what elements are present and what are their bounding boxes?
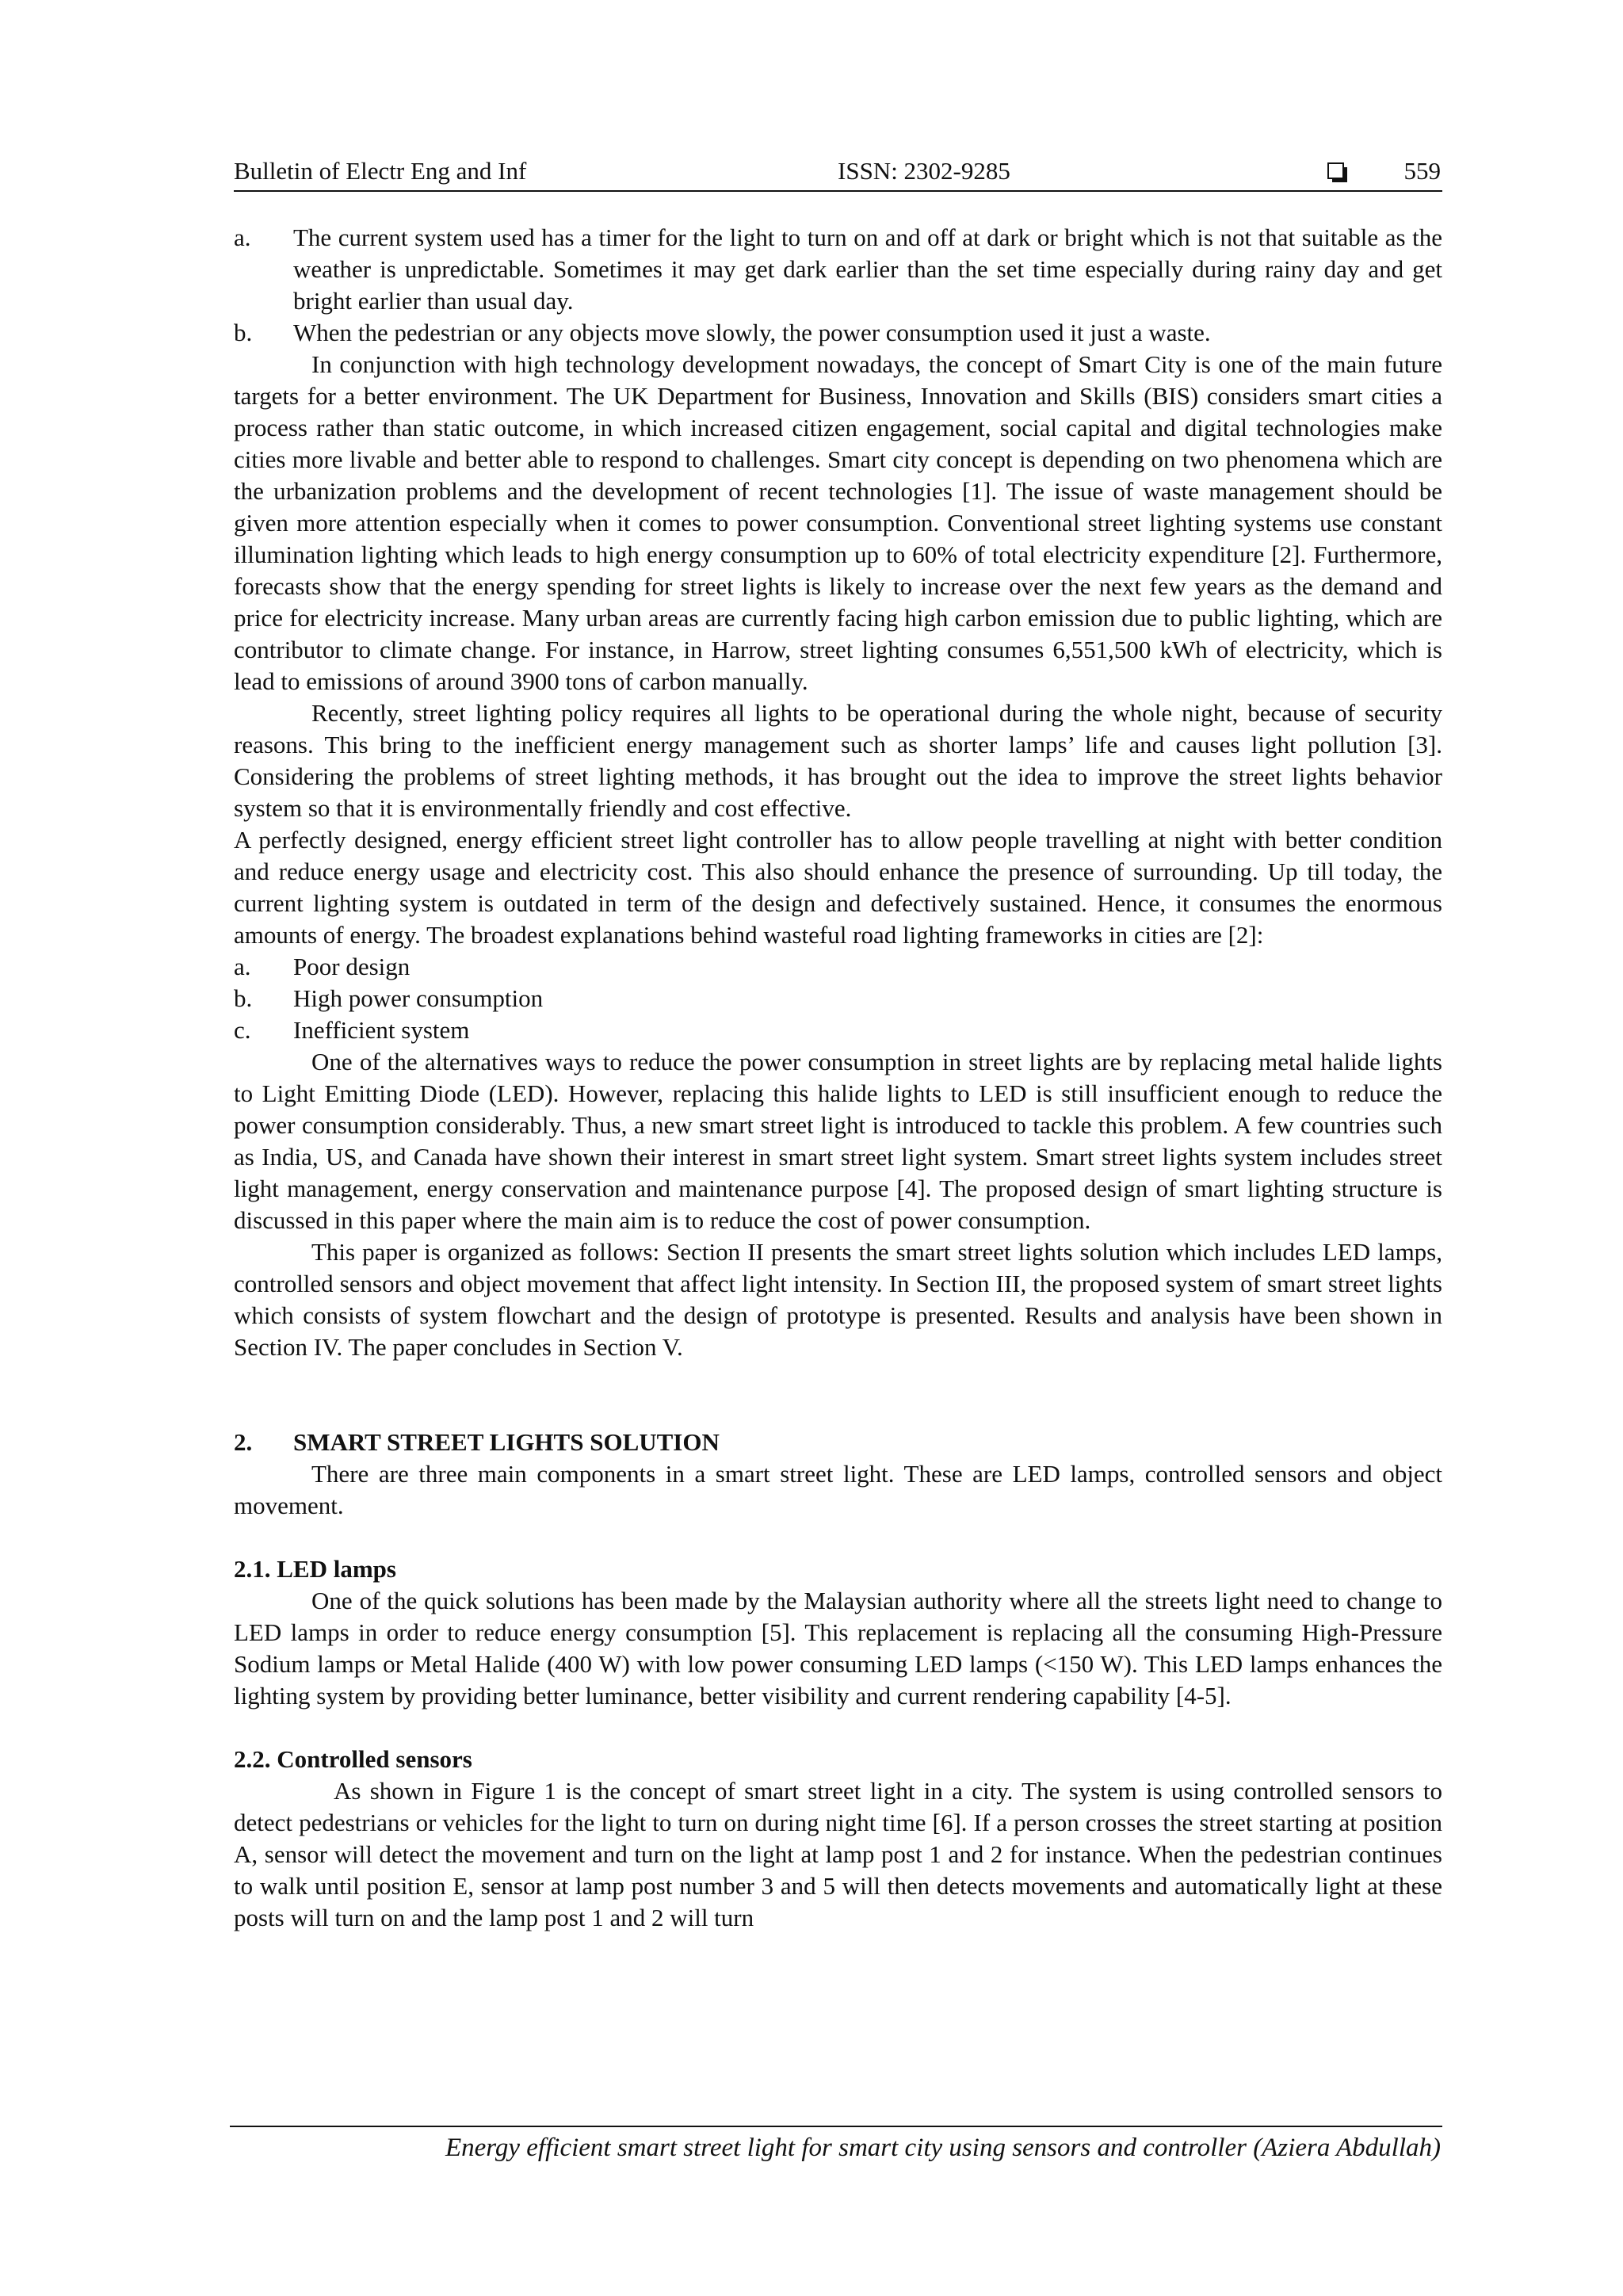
list-marker: b. bbox=[234, 319, 253, 346]
paragraph: One of the alternatives ways to reduce the power consumption in street lights are by replacing metal halide lights to Light Emitting Diode (LED). However, replacing this halide lights to LED is still insufficient enough to reduce the power consumption considerably. Thus, a new smart street light is introduced to tackle this problem. A few countries such as India, US, and Canada have shown their interest in smart street light system. Smart street lights system includes street light management, energy conservation and maintenance purpose [4]. The proposed design of smart lighting structure is discussed in this paper where the main aim is to reduce the cost of power consumption. bbox=[234, 1048, 1442, 1234]
paragraph: A perfectly designed, energy efficient street light controller has to allow people travelling at night with better condition and reduce energy usage and electricity cost. This also should enhance the presence of surrounding. Up till today, the current lighting system is outdated in term of the design and defectively sustained. Hence, it consumes the enormous amounts of energy. The broadest explanations behind wasteful road lighting frameworks in cities are [2]: bbox=[234, 826, 1442, 949]
list-text: When the pedestrian or any objects move slowly, the power consumption used it just a waste. bbox=[293, 319, 1211, 346]
section-title: SMART STREET LIGHTS SOLUTION bbox=[293, 1428, 720, 1456]
page-header bbox=[234, 155, 1442, 190]
issn: ISSN: 2302-9285 bbox=[838, 157, 1010, 185]
section-number: 2. bbox=[234, 1428, 253, 1456]
paragraph: Recently, street lighting policy requires all lights to be operational during the whole night, because of security reasons. This bring to the inefficient energy management such as shorter lamps’ life and causes light pollution [3]. Considering the problems of street lighting methods, it has brought out the idea to improve the street lights behavior system so that it is environmentally friendly and cost effective. bbox=[234, 699, 1442, 822]
body-text bbox=[234, 222, 1442, 1934]
list-text: The current system used has a timer for the light to turn on and off at dark or bright which is not that suitable as the weather is unpredictable. Sometimes it may get dark earlier than the set time especially during rainy day and get bright earlier than usual day. bbox=[293, 223, 1442, 315]
journal-name: Bulletin of Electr Eng and Inf bbox=[234, 157, 527, 185]
list-item bbox=[234, 951, 1442, 983]
list-text: Poor design bbox=[293, 953, 411, 980]
page-number: 559 bbox=[1403, 157, 1441, 185]
paragraph: In conjunction with high technology development nowadays, the concept of Smart City is one of the main future targets for a better environment. The UK Department for Business, Innovation and Skills (BIS) considers smart cities a process rather than static outcome, in which increased citizen engagement, social capital and digital technologies make cities more livable and better able to respond to challenges. Smart city concept is depending on two phenomena which are the urbanization problems and the development of recent technologies [1]. The issue of waste management should be given more attention especially when it comes to power consumption. Conventional street lighting systems use constant illumination lighting which leads to high energy consumption up to 60% of total electricity expenditure [2]. Furthermore, forecasts show that the energy spending for street lights is likely to increase over the next few years as the demand and price for electricity increase. Many urban areas are currently facing high carbon emission due to public lighting, which are contributor to climate change. For instance, in Harrow, street lighting consumes 6,551,500 kWh of electricity, which is lead to emissions of around 3900 tons of carbon manually. bbox=[234, 350, 1442, 695]
list-item bbox=[234, 983, 1442, 1014]
list-text: High power consumption bbox=[293, 984, 544, 1012]
square-bullet-icon bbox=[1327, 162, 1344, 179]
list-marker: c. bbox=[234, 1016, 251, 1044]
list-marker: a. bbox=[234, 953, 251, 980]
list-item bbox=[234, 1014, 1442, 1046]
list-text: Inefficient system bbox=[293, 1016, 470, 1044]
paragraph: As shown in Figure 1 is the concept of smart street light in a city. The system is using controlled sensors to detect pedestrians or vehicles for the light to turn on during night time [6]. If a person crosses the street starting at position A, sensor will detect the movement and turn on the light at lamp post 1 and 2 for instance. When the pedestrian continues to walk until position E, sensor at lamp post number 3 and 5 will then detects movements and automatically light at these posts will turn on and the lamp post 1 and 2 will turn bbox=[234, 1777, 1442, 1931]
running-title: Energy efficient smart street light for smart city using sensors and controller (Aziera Abdullah) bbox=[445, 2134, 1441, 2162]
list-marker: a. bbox=[234, 223, 251, 251]
list-item bbox=[234, 317, 1442, 349]
subsection-heading: 2.1. LED lamps bbox=[234, 1555, 396, 1583]
section-heading bbox=[234, 1427, 1442, 1458]
list-marker: b. bbox=[234, 984, 253, 1012]
paragraph: One of the quick solutions has been made by the Malaysian authority where all the streets light need to change to LED lamps in order to reduce energy consumption [5]. This replacement is replacing all the consuming High-Pressure Sodium lamps or Metal Halide (400 W) with low power consuming LED lamps (<150 W). This LED lamps enhances the lighting system by providing better luminance, better visibility and current rendering capability [4-5]. bbox=[234, 1587, 1442, 1710]
paragraph: There are three main components in a smart street light. These are LED lamps, controlled sensors and object movement. bbox=[234, 1460, 1442, 1519]
header-divider bbox=[234, 190, 1442, 192]
list-item bbox=[234, 222, 1442, 317]
subsection-heading: 2.2. Controlled sensors bbox=[234, 1745, 472, 1773]
footer-divider bbox=[230, 2126, 1442, 2127]
paragraph: This paper is organized as follows: Section II presents the smart street lights solution which includes LED lamps, controlled sensors and object movement that affect light intensity. In Section III, the proposed system of smart street lights which consists of system flowchart and the design of prototype is presented. Results and analysis have been shown in Section IV. The paper concludes in Section V. bbox=[234, 1238, 1442, 1361]
